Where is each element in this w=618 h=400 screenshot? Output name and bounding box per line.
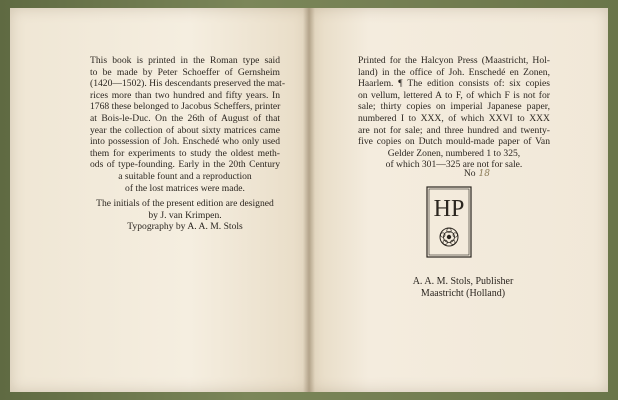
text-line: into possession of Joh. Enschedé who only used: [90, 136, 280, 148]
handwritten-copy-number: 18: [478, 169, 490, 179]
book-gutter: [303, 8, 315, 392]
text-line: Haarlem. ¶ The edition consists of: six copies: [358, 78, 550, 90]
text-line: them for experiments to study the oldest meth-: [90, 147, 280, 159]
publisher-location: Maastricht (Holland): [420, 288, 506, 299]
text-line: to be made by Peter Schoeffer of Gernsheim: [90, 66, 280, 78]
text-line: Typography by A. A. M. Stols: [127, 221, 243, 233]
text-line: sale; thirty copies on imperial Japanese paper,: [358, 101, 550, 113]
publisher-name: A. A. M. Stols, Publisher: [412, 276, 514, 287]
text-line: at Bois-le-Duc. On the 26th of August of that: [90, 112, 280, 124]
text-line: The initials of the present edition are designed: [96, 198, 274, 209]
text-line: (1420—1502). His descendants preserved the mat-: [90, 78, 286, 90]
text-line: ods of type-founding. Early in the 20th Century: [90, 159, 280, 171]
text-line: are not for sale; and three hundred and twenty-: [358, 124, 550, 136]
text-line: Gelder Zonen, numbered 1 to 325,: [387, 147, 521, 159]
text-line: rices more than two hundred and fifty years. In: [90, 89, 280, 101]
monogram: HP: [433, 196, 465, 222]
text-line: Printed for the Halcyon Press (Maastricht, Hol-: [358, 55, 550, 66]
edition-paragraph: [358, 55, 550, 171]
text-line: This book is printed in the Roman type said: [90, 55, 280, 66]
text-line: year the collection of about sixty matrices came: [90, 124, 280, 136]
text-line: five copies on Dutch mould-made paper of Van: [358, 136, 550, 148]
copy-number: [358, 168, 550, 179]
text-line: 1768 these belonged to Jacobus Scheffers, printer: [90, 101, 281, 113]
text-line: a suitable fount and a reproduction: [118, 170, 252, 182]
publisher-mark-icon: [426, 186, 472, 258]
text-line: land) in the office of Joh. Enschedé en Zonen,: [358, 66, 550, 78]
text-line: of the lost matrices were made.: [125, 182, 245, 194]
credits-paragraph: [90, 198, 280, 233]
publisher-imprint: [388, 276, 538, 300]
text-line: on vellum, lettered A to F, of which F is not for: [358, 89, 550, 101]
text-line: by J. van Krimpen.: [148, 209, 222, 221]
copy-number-label: No: [463, 168, 476, 179]
text-line: numbered I to XXX, of which XXVI to XXX: [358, 112, 550, 124]
colophon-paragraph: [90, 55, 286, 194]
text-line: of which 301—325 are not for sale.: [385, 159, 523, 171]
